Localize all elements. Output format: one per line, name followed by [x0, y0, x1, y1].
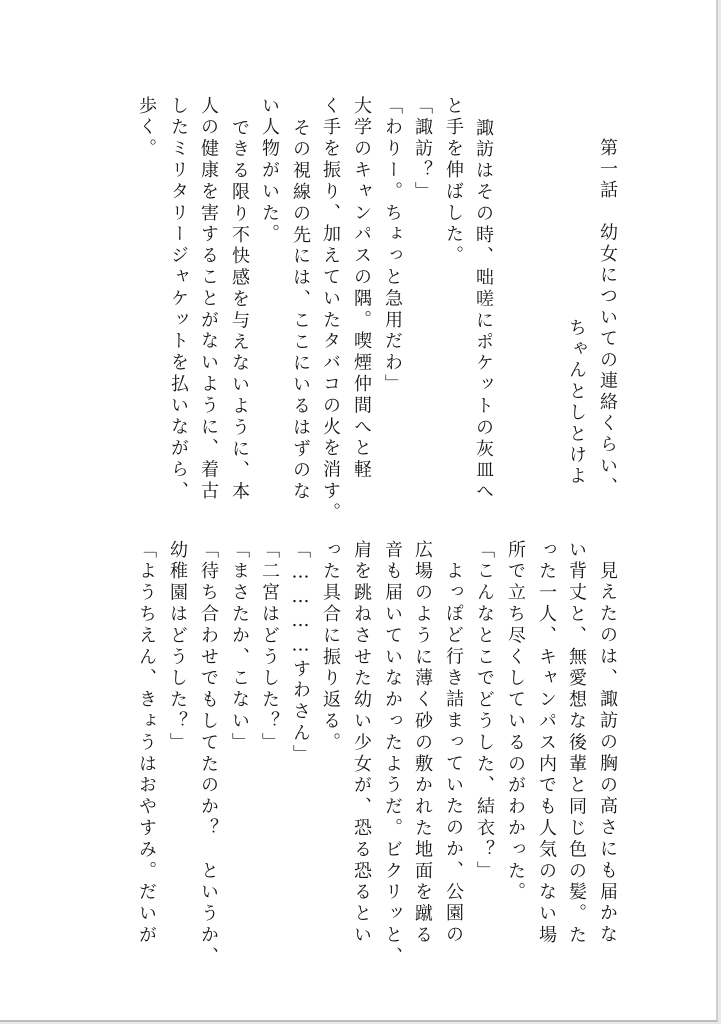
text-line: った具合に振り返る。: [320, 540, 341, 754]
text-line: できる限り不快感を与えないように、本: [229, 118, 250, 504]
text-line: よっぽど行き詰まっていたのか、公園の: [443, 561, 464, 947]
text-line: 「…………すわさん」: [290, 540, 311, 766]
text-line: 「二宮はどうした？」: [259, 540, 280, 754]
text-line: 「待ち合わせでもしてたのか？ というか、: [198, 540, 219, 968]
text-line: 「諏訪？」: [412, 96, 433, 203]
text-line: と手を伸ばした。: [443, 96, 464, 268]
text-line: く手を振り、加えていたタバコの火を消す。: [320, 96, 341, 524]
chapter-subtitle: ちゃんとしとけよ: [566, 318, 587, 488]
text-line: 人の健康を害することがないように、着古: [198, 96, 219, 503]
text-line: い背丈と、無愛想な後輩と同じ色の髪。た: [566, 540, 587, 947]
text-line: 大学のキャンパスの隅。喫煙仲間へと軽: [351, 96, 372, 482]
text-line: った一人、キャンパス内でも人気のない場: [536, 540, 557, 947]
text-line: その視線の先には、ここにいるはずのな: [290, 118, 311, 504]
text-line: 肩を跳ねさせた幼い少女が、恐る恐るとい: [351, 540, 372, 947]
text-line: 諏訪はその時、咄嗟にポケットの灰皿へ: [473, 118, 494, 504]
chapter-title: 第一話 幼女についての連絡くらい、: [597, 138, 618, 499]
text-line: 見えたのは、諏訪の胸の高さにも届かな: [597, 561, 618, 947]
text-line: 所で立ち尽くしているのがわかった。: [505, 540, 526, 904]
text-line: い人物がいた。: [259, 96, 280, 246]
text-line: 「わりー。ちょっと急用だわ」: [382, 96, 403, 396]
text-line: 歩く。: [136, 96, 157, 161]
text-line: 音も届いていなかったようだ。ビクリッと、: [382, 540, 403, 968]
text-line: 「ようちえん、きょうはおやすみ。だいが: [136, 540, 157, 947]
text-line: 「こんなとこでどうした、結衣？」: [474, 540, 495, 883]
text-line: 幼稚園はどうした？」: [167, 540, 188, 754]
text-line: 広場のように薄く砂の敷かれた地面を蹴る: [412, 540, 433, 947]
text-line: したミリタリージャケットを払いながら、: [168, 96, 189, 503]
text-line: 「まさたか、こない」: [229, 540, 250, 754]
